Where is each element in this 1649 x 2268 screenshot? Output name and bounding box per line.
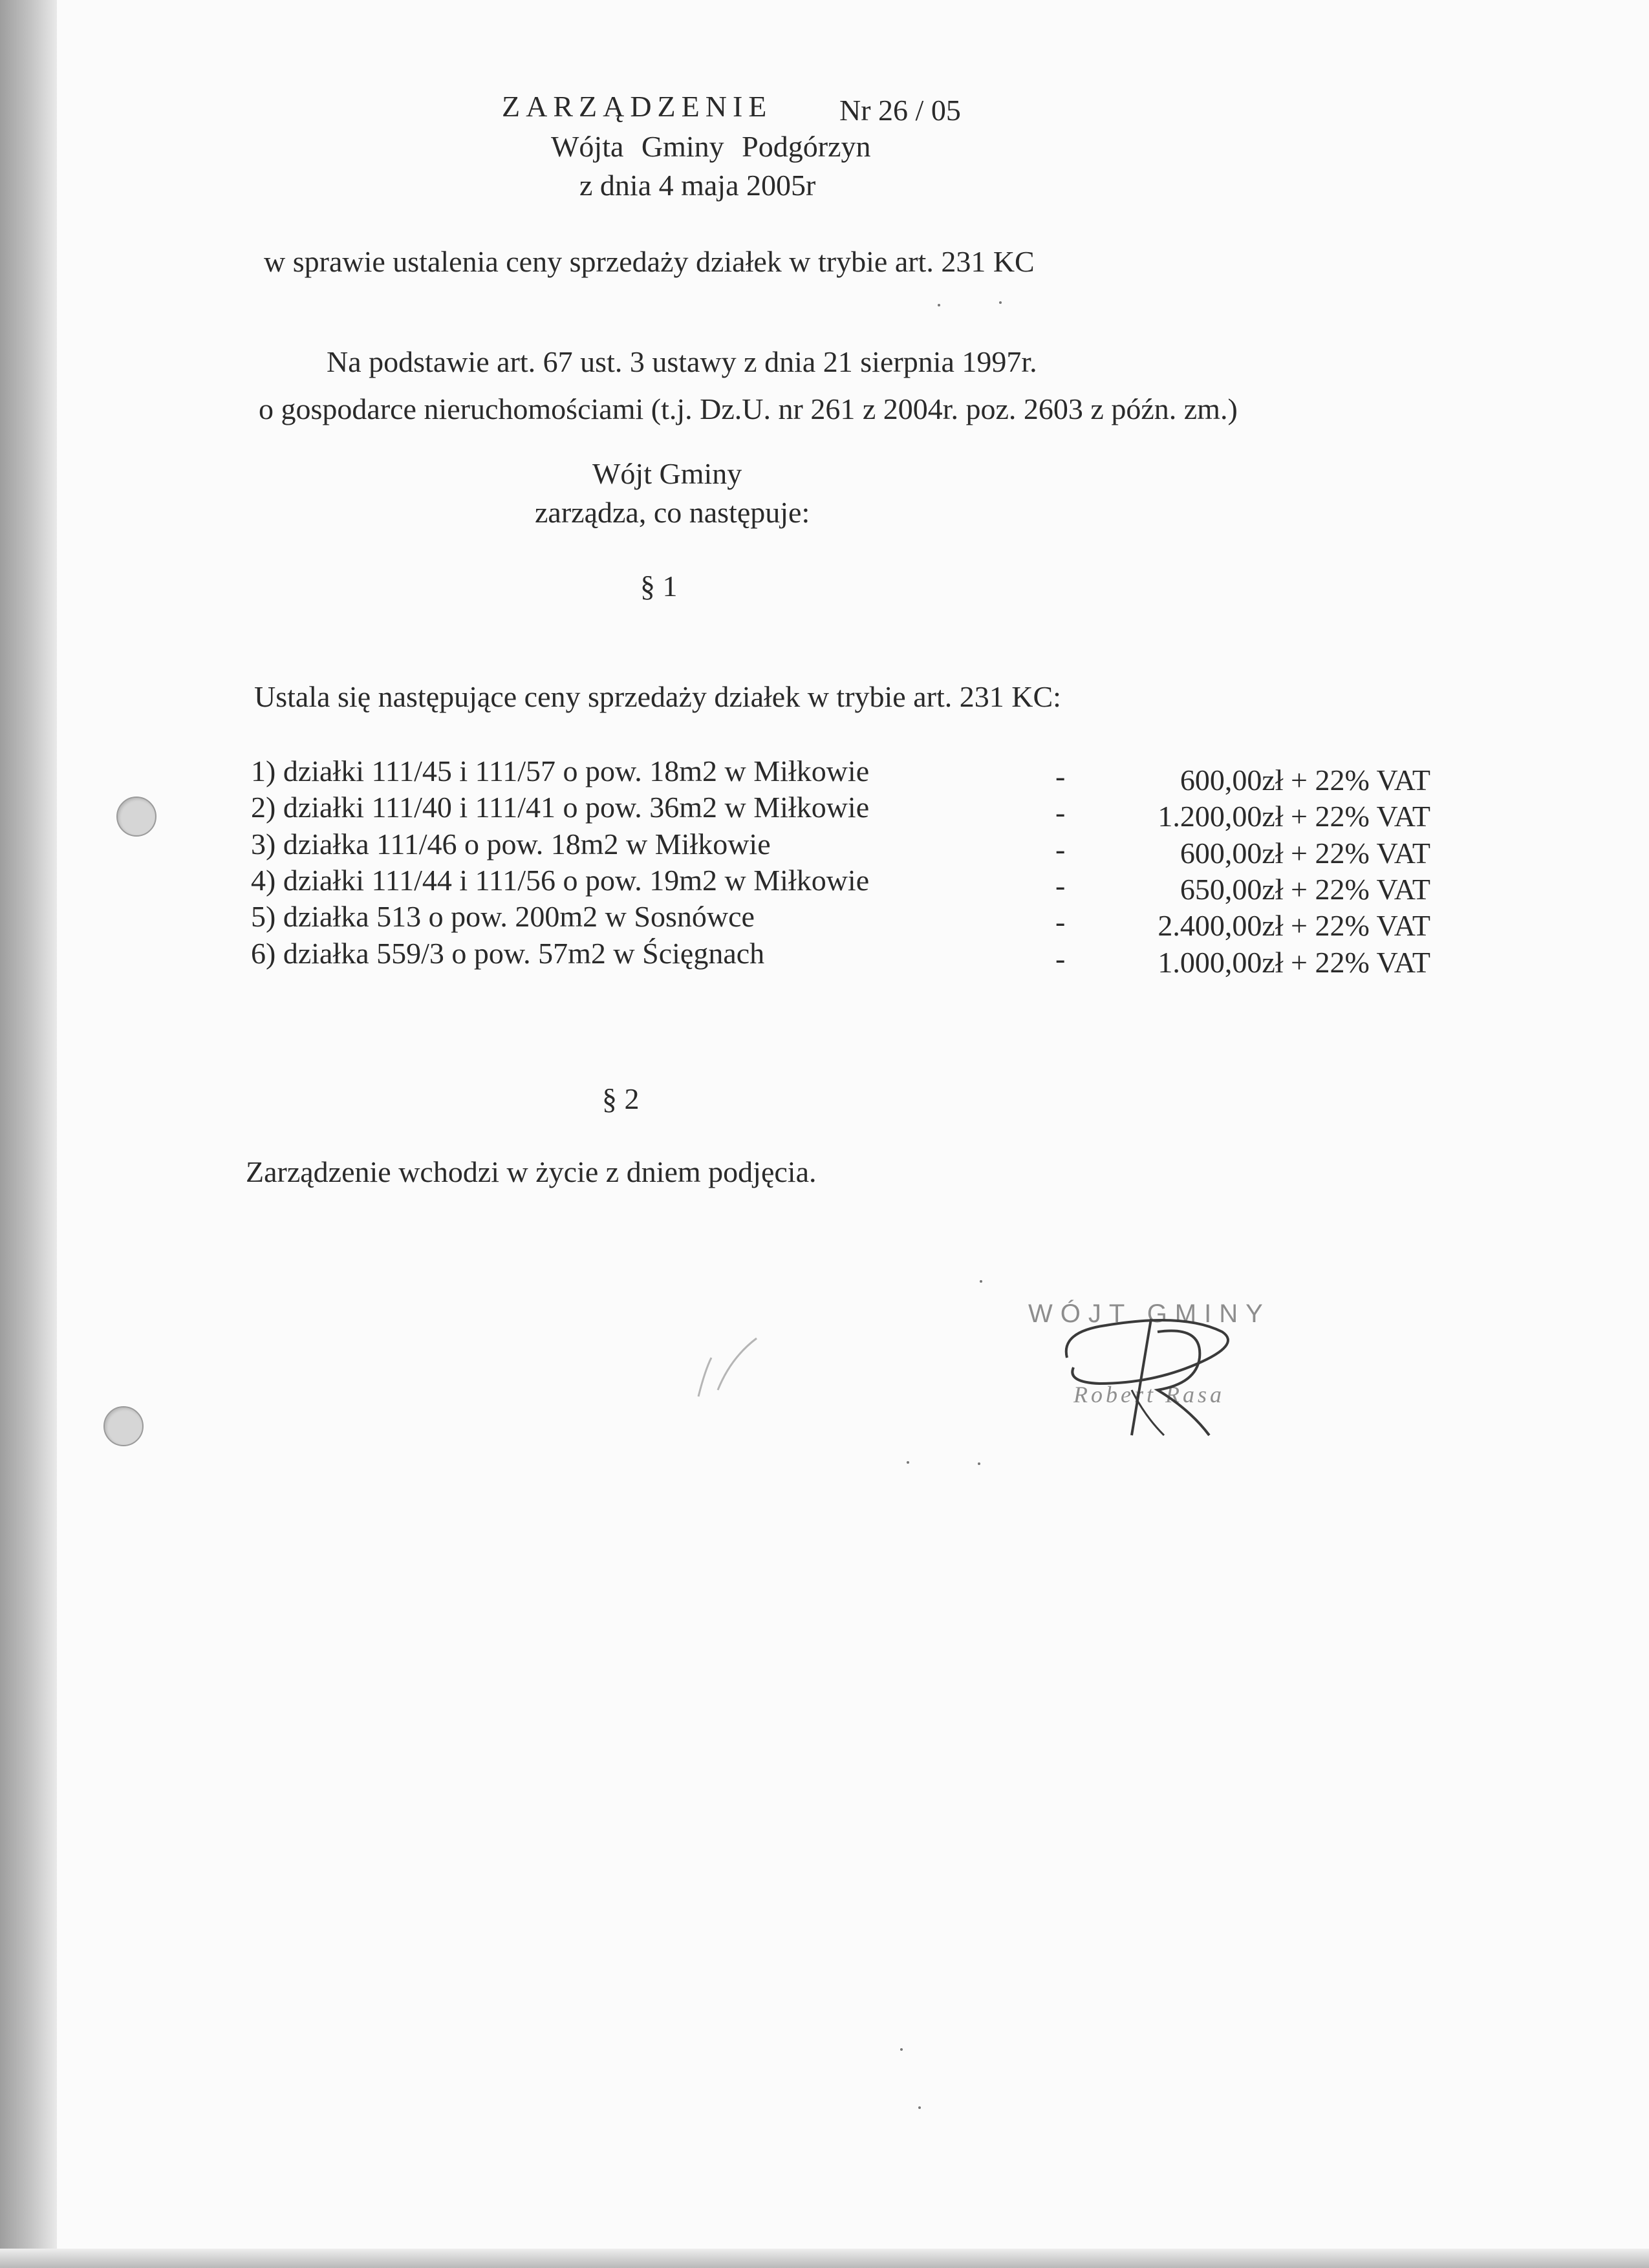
dash: - bbox=[1055, 905, 1066, 938]
dash: - bbox=[1055, 796, 1066, 829]
scan-speck bbox=[918, 2106, 921, 2109]
document-title: ZARZĄDZENIE bbox=[502, 90, 773, 123]
scan-bottom-edge bbox=[0, 2249, 1649, 2268]
parcel-price: 2.400,00zł + 22% VAT bbox=[1158, 909, 1430, 942]
document-number: Nr 26 / 05 bbox=[839, 94, 961, 127]
document-date: z dnia 4 maja 2005r bbox=[579, 169, 816, 202]
document-page bbox=[57, 0, 1649, 2249]
scan-speck bbox=[900, 2048, 903, 2051]
scan-speck bbox=[907, 1461, 909, 1464]
dash: - bbox=[1055, 942, 1066, 975]
scan-speck bbox=[978, 1462, 980, 1465]
document-issuer: Wójta Gminy Podgórzyn bbox=[551, 130, 871, 163]
handwritten-signature bbox=[1054, 1306, 1248, 1442]
section-2-heading: § 2 bbox=[602, 1082, 640, 1115]
dash: - bbox=[1055, 869, 1066, 902]
parcel-description: 3) działka 111/46 o pow. 18m2 w Miłkowie bbox=[251, 828, 771, 861]
parcel-description: 6) działka 559/3 o pow. 57m2 w Ścięgnach bbox=[251, 937, 765, 970]
section-1-heading: § 1 bbox=[640, 570, 678, 603]
section-2-text: Zarządzenie wchodzi w życie z dniem podjęcia. bbox=[246, 1155, 817, 1188]
parcel-description: 4) działki 111/44 i 111/56 o pow. 19m2 w Miłkowie bbox=[251, 864, 870, 897]
dash: - bbox=[1055, 833, 1066, 866]
scan-speck bbox=[999, 301, 1002, 304]
parcel-price: 1.200,00zł + 22% VAT bbox=[1158, 800, 1430, 833]
parcel-price: 650,00zł + 22% VAT bbox=[1180, 873, 1430, 906]
parcel-price: 600,00zł + 22% VAT bbox=[1180, 837, 1430, 870]
decree-line2: zarządza, co następuje: bbox=[535, 496, 810, 529]
stamp-title: WÓJT GMINY bbox=[1028, 1300, 1271, 1328]
dash: - bbox=[1055, 760, 1066, 793]
document-subject: w sprawie ustalenia ceny sprzedaży działek w trybie art. 231 KC bbox=[264, 245, 1035, 278]
punch-hole-lower bbox=[103, 1406, 144, 1446]
scan-speck bbox=[938, 304, 940, 306]
legal-basis-line1: Na podstawie art. 67 ust. 3 ustawy z dnia 21 sierpnia 1997r. bbox=[327, 345, 1037, 378]
punch-hole-upper bbox=[116, 797, 156, 837]
parcel-price: 1.000,00zł + 22% VAT bbox=[1158, 946, 1430, 979]
section-1-intro: Ustala się następujące ceny sprzedaży działek w trybie art. 231 KC: bbox=[254, 680, 1061, 713]
parcel-description: 5) działka 513 o pow. 200m2 w Sosnówce bbox=[251, 900, 755, 933]
stamp-name: Robert Rasa bbox=[1073, 1382, 1225, 1407]
parcel-price: 600,00zł + 22% VAT bbox=[1180, 764, 1430, 797]
paraph-mark bbox=[685, 1332, 763, 1409]
parcel-description: 2) działki 111/40 i 111/41 o pow. 36m2 w Miłkowie bbox=[251, 791, 870, 824]
decree-line1: Wójt Gminy bbox=[592, 457, 742, 490]
scan-speck bbox=[980, 1280, 982, 1283]
parcel-description: 1) działki 111/45 i 111/57 o pow. 18m2 w Miłkowie bbox=[251, 754, 870, 787]
legal-basis-line2: o gospodarce nieruchomościami (t.j. Dz.U. nr 261 z 2004r. poz. 2603 z późn. zm.) bbox=[259, 392, 1238, 425]
scan-left-edge bbox=[0, 0, 57, 2268]
